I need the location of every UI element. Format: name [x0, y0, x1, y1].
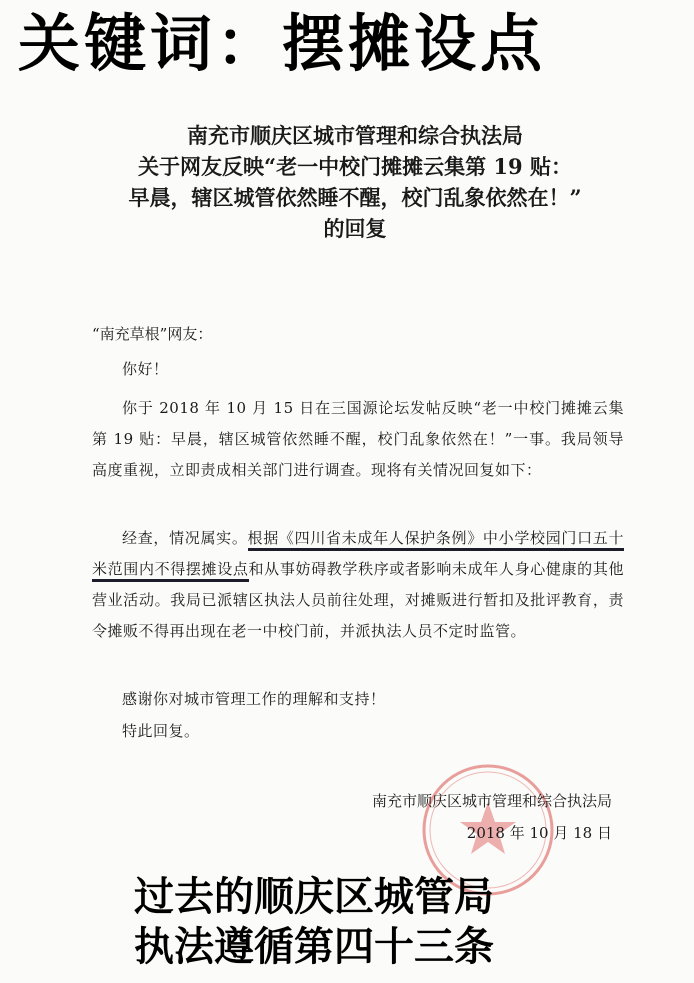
findings-lead: 经查，情况属实。 [122, 529, 248, 547]
keyword-banner: 关键词：摆摊设点 [18, 7, 547, 80]
title-line-2: 关于网友反映“老一中校门摊摊云集第 19 贴： [138, 154, 572, 179]
title-line-3: 早晨，辖区城管依然睡不醒，校门乱象依然在！” [128, 185, 582, 210]
closing-line: 特此回复。 [122, 722, 200, 740]
footer-caption [134, 872, 494, 972]
footer-line-1: 过去的顺庆区城管局 [134, 874, 494, 920]
signature-org: 南充市顺庆区城市管理和综合执法局 [371, 792, 612, 810]
signature-block [372, 785, 612, 849]
greeting: 你好！ [122, 360, 169, 378]
document-title [60, 120, 650, 244]
highlighted-regulation: 根据《四川省未成年人保护条例》中小学校园门口五十米范围内不得摆摊设点 [92, 529, 624, 582]
footer-line-2: 执法遵循第四十三条 [134, 924, 494, 970]
signature-date: 2018 年 10 月 18 日 [466, 824, 612, 842]
salutation: “南充草根”网友： [92, 325, 213, 343]
thanks-line: 感谢你对城市管理工作的理解和支持！ [122, 690, 386, 708]
findings-rest: 和从事妨碍教学秩序或者影响未成年人身心健康的其他营业活动。我局已派辖区执法人员前往处理，对摊贩进行暂扣及批评教育，责令摊贩不得再出现在老一中校门前，并派执法人员不定时监管。 [92, 560, 624, 640]
findings-paragraph [92, 523, 624, 647]
intro-paragraph: 你于 2018 年 10 月 15 日在三国源论坛发帖反映“老一中校门摊摊云集第 19 贴：早晨，辖区城管依然睡不醒，校门乱象依然在！”一事。我局领导高度重视，立即责成相关部门进行调查。现将有关情况回复如下： [92, 399, 624, 479]
title-line-1: 南充市顺庆区城市管理和综合执法局 [187, 123, 523, 148]
title-line-4: 的回复 [323, 216, 387, 241]
